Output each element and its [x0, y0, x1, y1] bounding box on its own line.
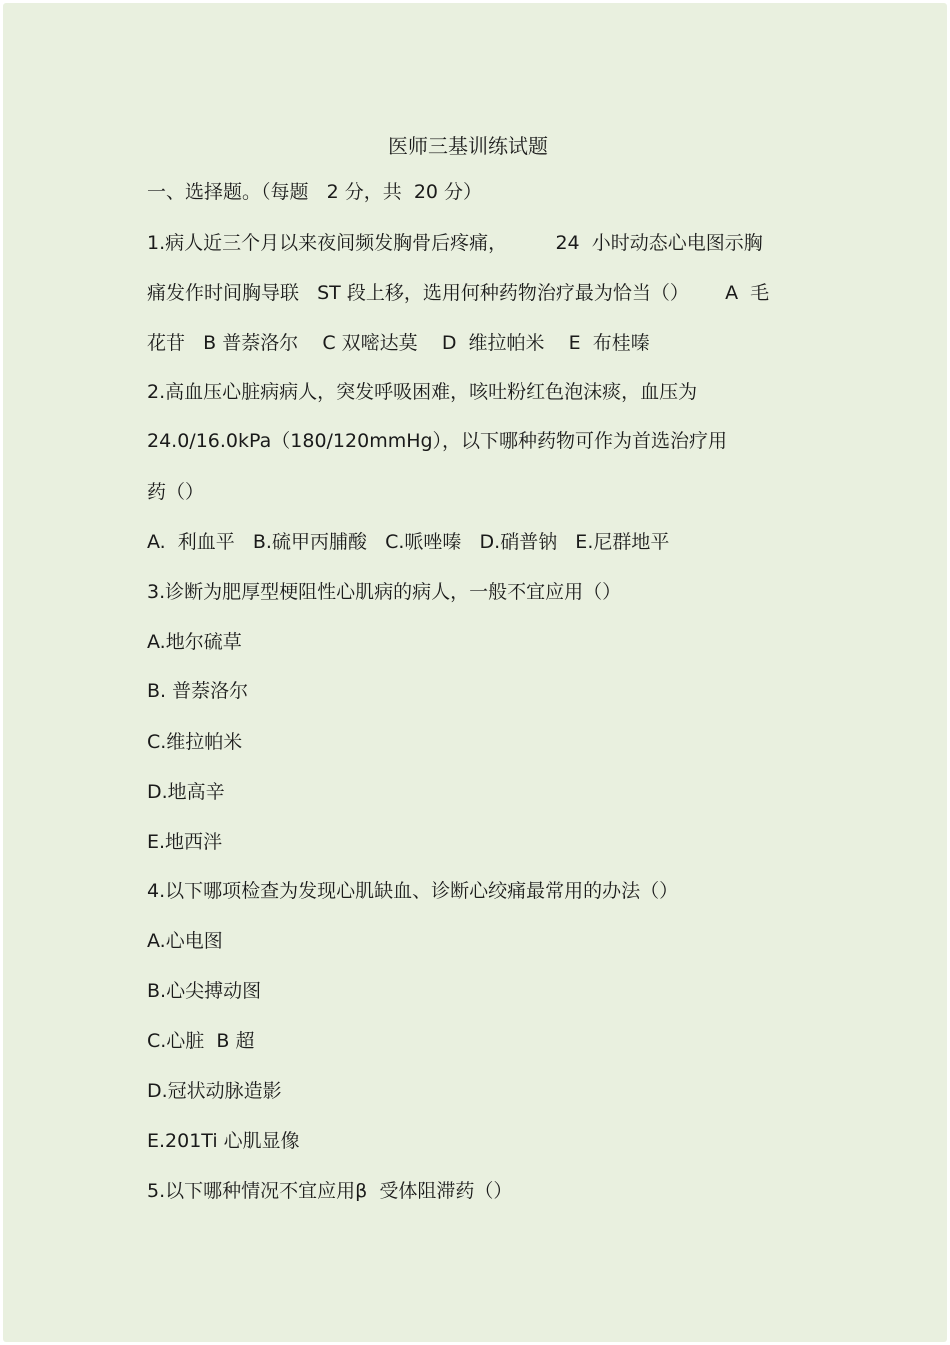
- question-1-line-2: 痛发作时间胸导联 ST 段上移，选用何种药物治疗最为恰当（） A 毛: [147, 282, 770, 304]
- question-3-option-e: E.地西泮: [147, 831, 223, 853]
- question-4-option-e: E.201Ti 心肌显像: [147, 1130, 300, 1152]
- question-4-option-d: D.冠状动脉造影: [147, 1080, 282, 1102]
- question-2-options: A. 利血平 B.硫甲丙脯酸 C.哌唑嗪 D.硝普钠 E.尼群地平: [147, 531, 670, 553]
- question-4-option-a: A.心电图: [147, 930, 223, 952]
- question-3-option-b: B. 普萘洛尔: [147, 680, 249, 702]
- section-heading: 一、选择题。（每题 2 分，共 20 分）: [147, 181, 483, 203]
- question-4-stem: 4.以下哪项检查为发现心肌缺血、诊断心绞痛最常用的办法（）: [147, 880, 679, 902]
- document-page: [3, 3, 947, 1342]
- question-2-line-1: 2.高血压心脏病病人，突发呼吸困难，咳吐粉红色泡沫痰，血压为: [147, 381, 698, 403]
- question-1-line-3: 花苷 B 普萘洛尔 C 双嘧达莫 D 维拉帕米 E 布桂嗪: [147, 332, 650, 354]
- question-3-option-d: D.地高辛: [147, 781, 225, 803]
- document-title: 医师三基训练试题: [388, 134, 548, 158]
- question-4-option-b: B.心尖搏动图: [147, 980, 262, 1002]
- question-3-option-c: C.维拉帕米: [147, 731, 243, 753]
- question-2-line-3: 药（）: [147, 481, 205, 503]
- question-3-stem: 3.诊断为肥厚型梗阻性心肌病的病人，一般不宜应用（）: [147, 581, 622, 603]
- question-3-option-a: A.地尔硫草: [147, 631, 242, 653]
- question-2-line-2: 24.0/16.0kPa（180/120mmHg），以下哪种药物可作为首选治疗用: [147, 430, 728, 452]
- question-1-line-1: 1.病人近三个月以来夜间频发胸骨后疼痛， 24 小时动态心电图示胸: [147, 232, 763, 254]
- question-5-stem: 5.以下哪种情况不宜应用β 受体阻滞药（）: [147, 1180, 513, 1202]
- question-4-option-c: C.心脏 B 超: [147, 1030, 255, 1052]
